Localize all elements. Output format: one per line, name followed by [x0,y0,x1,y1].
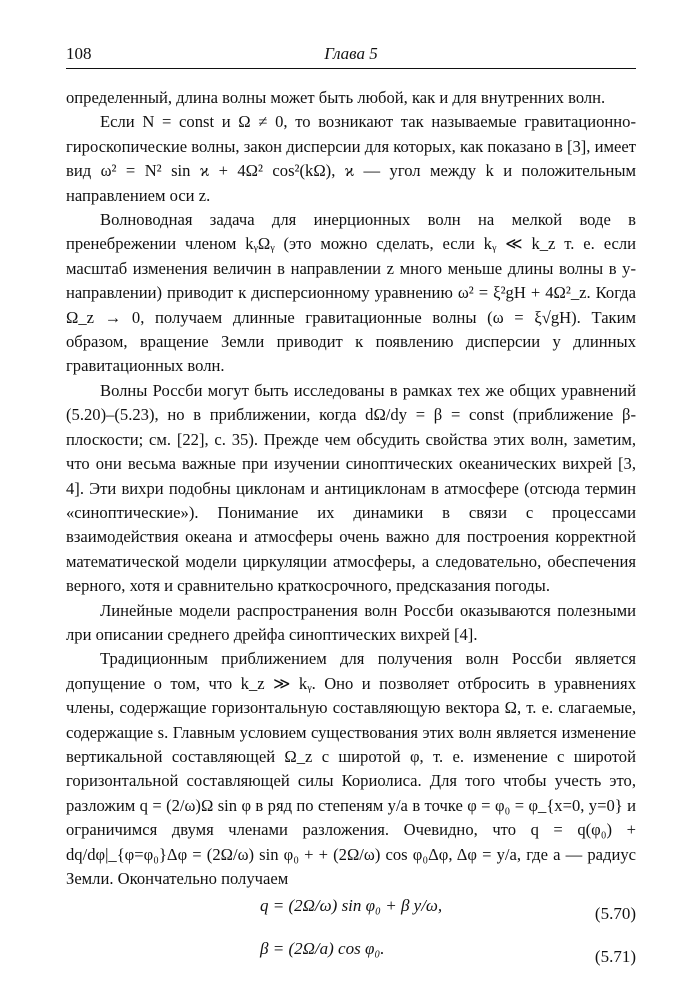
page-body [66,86,636,977]
header-rule [66,68,636,69]
page-header [66,44,636,70]
paragraph-5: Линейные модели распространения волн Россби оказываются полезными лри описании среднего дрейфа синоптических вихрей [4]. [66,600,636,644]
paragraph-3: Волноводная задача для инерционных волн на мелкой воде в пренебрежении членом kᵧΩᵧ (это можно сделать, если kᵧ ≪ k_z т. е. если масштаб изменения величин в направлении z много меньше длины волны в y-направлении) приводит к дисперсионному уравнению ω² = ξ²gH + 4Ω²_z. Когда Ω_z → 0, получаем длинные гравитационные волны (ω = ξ√gH). Таким образом, вращение Земли приводит к появлению дисперсии у длинных гравитационных волн. [66,210,636,376]
running-head: Глава 5 [324,44,378,63]
equation-expression: β = (2Ω/a) cos φ₀. [260,939,385,959]
paragraph-1: определенный, длина волны может быть любой, как и для внутренних волн. [66,88,606,107]
equation-5-70 [66,894,636,934]
equation-number: (5.70) [594,904,636,924]
page-number: 108 [66,44,92,63]
equation-5-71 [66,937,636,977]
paragraph-6: Традиционным приближением для получения волн Россби является допущение о том, что k_z ≫ kᵧ. Оно и позволяет отбросить в уравнениях члены, содержащие горизонтальную составляющую вектора Ω, т. е. слагаемые, содержащие s. Главным условием существования этих волн является изменение вертикальной составляющей Ω_z с широтой φ, т. е. изменение с широтой горизонтальной составляющей силы Кориолиса. Для того чтобы учесть это, разложим q = (2/ω)Ω sin φ в ряд по степеням y/a в точке φ = φ₀ = φ_{x=0, y=0} и ограничимся двумя членами разложения. Очевидно, что q = q(φ₀) + dq/dφ|_{φ=φ₀}Δφ = (2Ω/ω) sin φ₀ + + (2Ω/ω) cos φ₀Δφ, Δφ = y/a, где a — радиус Земли. Окончательно получаем [66,649,636,888]
paragraph-2: Если N = const и Ω ≠ 0, то возникают так называемые гравитационно-гироскопические волны, закон дисперсии для которых, как показано в [3], имеет вид ω² = N² sin ϰ + 4Ω² cos²(kΩ), ϰ — угол между k и положительным направлением оси z. [66,112,636,205]
paragraph-4: Волны Россби могут быть исследованы в рамках тех же общих уравнений (5.20)–(5.23), но в приближении, когда dΩ/dy = β = const (приближение β-плоскости; см. [22], с. 35). Прежде чем обсудить свойства этих волн, заметим, что они весьма важные при изучении синоптических океанических вихрей [3, 4]. Эти вихри подобны циклонам и антициклонам в атмосфере (отсюда термин «синоптические»). Понимание их динамики в связи с процессами взаимодействия океана и атмосферы очень важно для построения корректной математической модели циркуляции атмосферы, а следовательно, обеспечения верного, хотя и сравнительно краткосрочного, предсказания погоды. [66,380,636,596]
equation-expression: q = (2Ω/ω) sin φ₀ + β y/ω, [260,896,443,916]
equation-number: (5.71) [594,947,636,967]
